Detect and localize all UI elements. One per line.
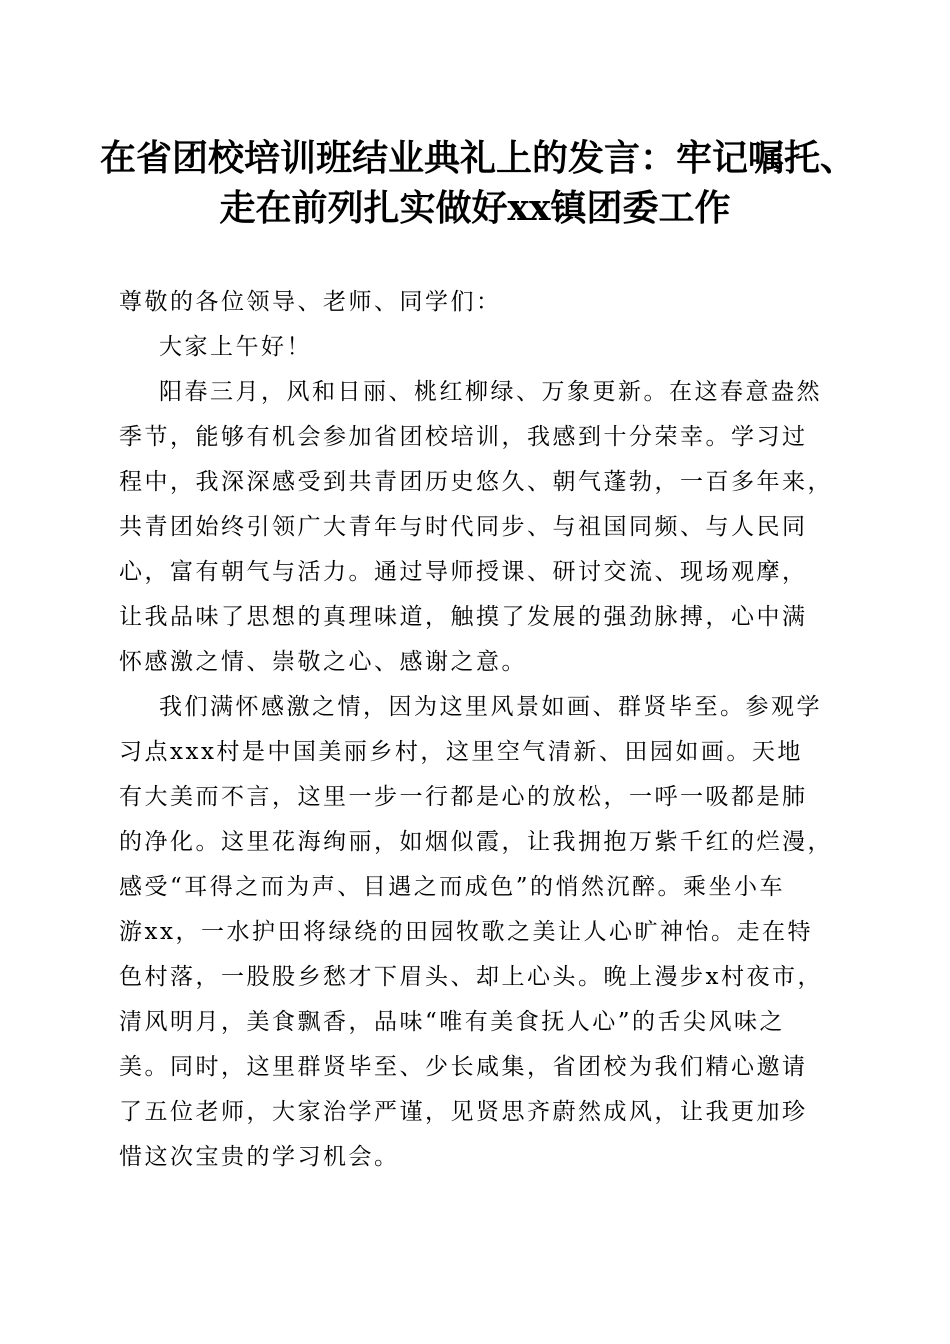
paragraph-line: 感受“耳得之而为声、目遇之而成色”的悄然沉醉。乘坐小车 [119,874,786,900]
paragraph-line: 的净化。这里花海绚丽，如烟似霞，让我拥抱万紫千红的烂漫， [119,829,833,855]
paragraph-line: 有大美而不言，这里一步一行都是心的放松，一呼一吸都是肺 [119,784,808,810]
paragraph-line: 心，富有朝气与活力。通过导师授课、研讨交流、现场观摩， [119,559,808,585]
paragraph-1 [119,370,831,685]
paragraph-line: 怀感激之情、崇敬之心、感谢之意。 [119,649,527,675]
paragraph-line: 我们满怀感激之情，因为这里风景如画、群贤毕至。参观学 [159,694,822,720]
title-line-2: 走在前列扎实做好xx镇团委工作 [219,187,731,229]
paragraph-2 [119,685,831,1180]
paragraph-line: 程中，我深深感受到共青团历史悠久、朝气蓬勃，一百多年来， [119,469,833,495]
salutation: 尊敬的各位领导、老师、同学们： [119,289,502,315]
paragraph-line: 习点xxx村是中国美丽乡村，这里空气清新、田园如画。天地 [119,739,803,765]
paragraph-line: 色村落，一股股乡愁才下眉头、却上心头。晚上漫步x村夜市， [119,964,823,990]
paragraph-line: 游xx，一水护田将绿绕的田园牧歌之美让人心旷神怡。走在特 [119,919,813,945]
paragraph-line: 美。同时，这里群贤毕至、少长咸集，省团校为我们精心邀请 [119,1054,808,1080]
document-body [119,280,831,1180]
paragraph-line: 清风明月，美食飘香，品味“唯有美食抚人心”的舌尖风味之 [119,1009,786,1035]
paragraph-line: 阳春三月，风和日丽、桃红柳绿、万象更新。在这春意盎然 [159,379,822,405]
paragraph-line: 惜这次宝贵的学习机会。 [119,1144,400,1170]
paragraph-line: 让我品味了思想的真理味道，触摸了发展的强劲脉搏，心中满 [119,604,808,630]
paragraph-line: 季节，能够有机会参加省团校培训，我感到十分荣幸。学习过 [119,424,808,450]
paragraph-line: 了五位老师，大家治学严谨，见贤思齐蔚然成风，让我更加珍 [119,1099,808,1125]
paragraph-line: 共青团始终引领广大青年与时代同步、与祖国同频、与人民同 [119,514,808,540]
document-title [100,133,857,233]
greeting: 大家上午好！ [159,334,312,360]
title-line-1: 在省团校培训班结业典礼上的发言：牢记嘱托、 [100,137,857,179]
